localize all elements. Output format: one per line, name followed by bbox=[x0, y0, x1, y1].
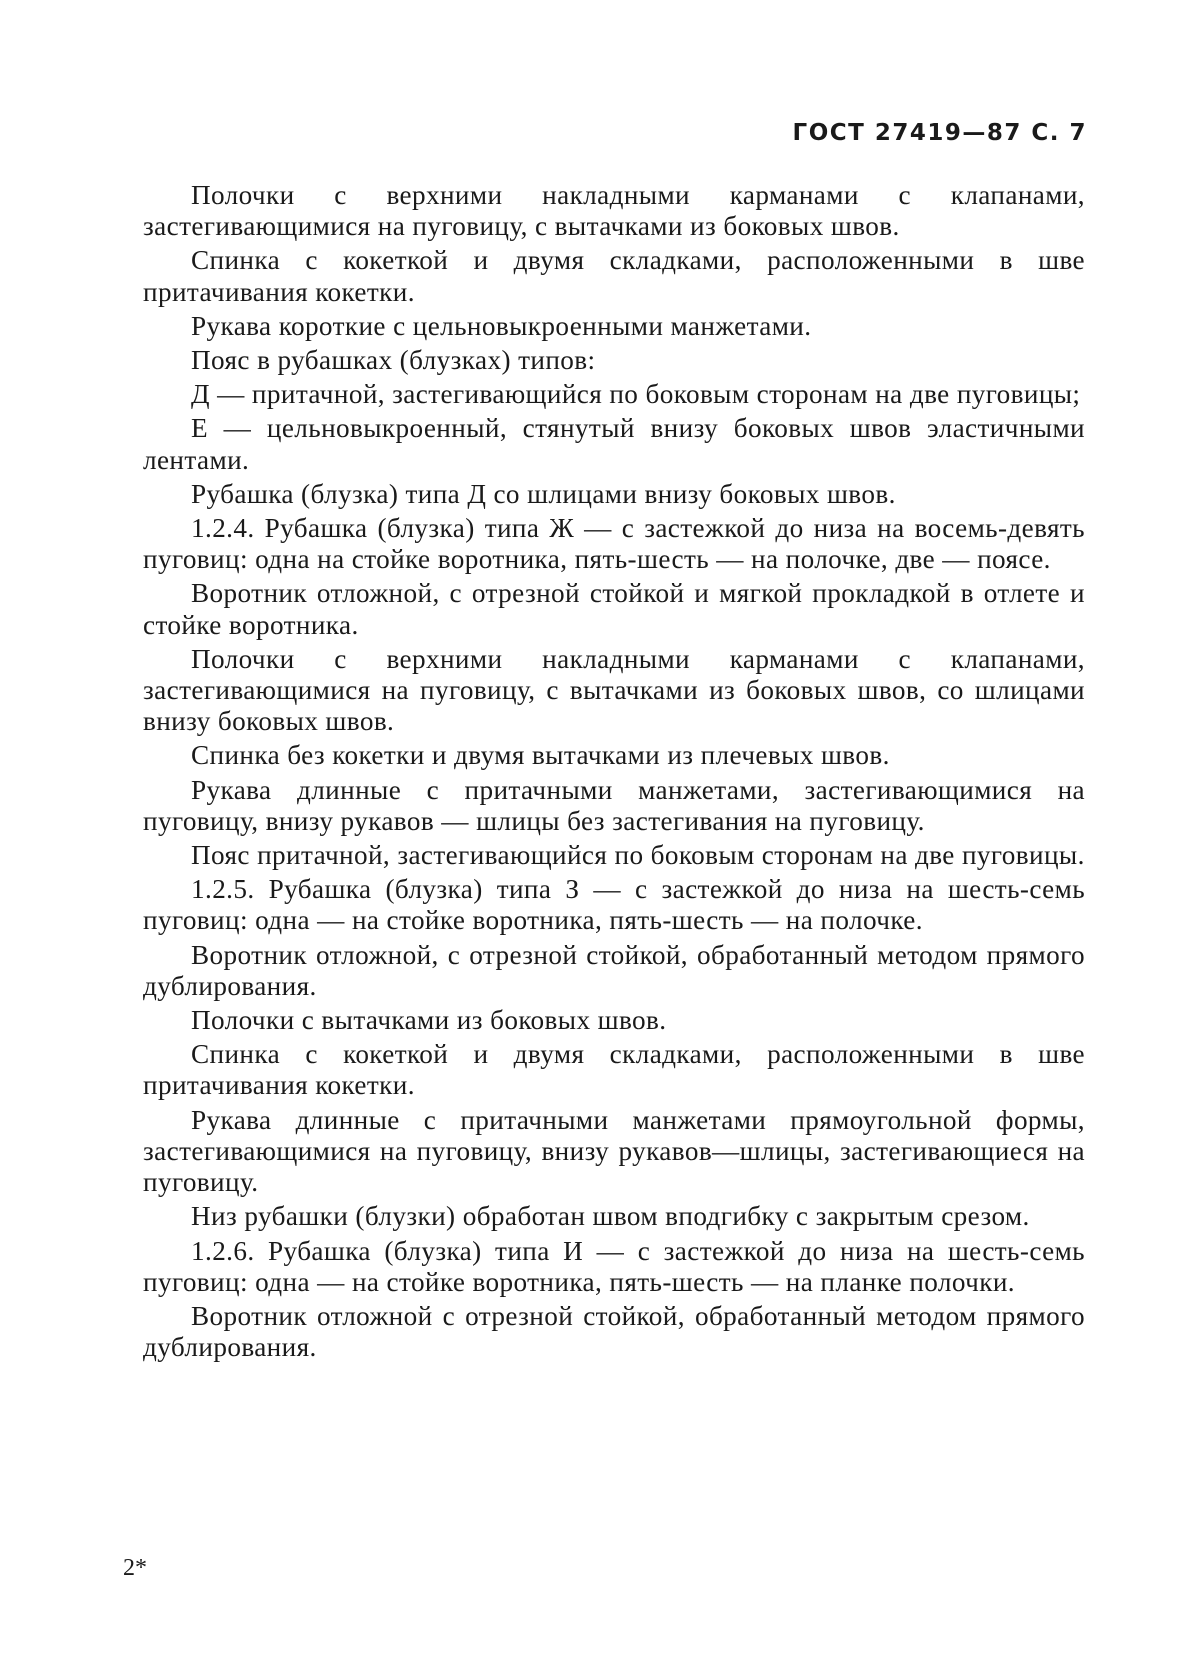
signature-mark: 2* bbox=[123, 1555, 147, 1581]
paragraph: Е — цельновыкроенный, стянутый внизу боковых швов эластичными лентами. bbox=[143, 413, 1085, 475]
paragraph: Низ рубашки (блузки) обработан швом вподгибку с закрытым срезом. bbox=[191, 1201, 1030, 1232]
paragraph: Рукава длинные с притачными манжетами прямоугольной формы, застегивающимися на пуговицу, внизу рукавов—шлицы, застегивающиеся на пуговицу. bbox=[143, 1104, 1085, 1198]
paragraph: Рукава длинные с притачными манжетами, застегивающимися на пуговицу, внизу рукавов — шлицы без застегивания на пуговицу. bbox=[143, 774, 1085, 836]
running-header: ГОСТ 27419—87 С. 7 bbox=[792, 120, 1087, 146]
paragraph: Рукава короткие с цельновыкроенными манжетами. bbox=[191, 310, 812, 341]
paragraph: 1.2.6. Рубашка (блузка) типа И — с застежкой до низа на шесть-семь пуговиц: одна — на стойке воротника, пять-шесть — на планке полочки. bbox=[143, 1235, 1085, 1297]
paragraph: Спинка без кокетки и двумя вытачками из плечевых швов. bbox=[191, 740, 890, 771]
paragraph: Рубашка (блузка) типа Д со шлицами внизу боковых швов. bbox=[191, 478, 896, 509]
paragraph: Пояс в рубашках (блузках) типов: bbox=[191, 345, 596, 376]
paragraph: Воротник отложной, с отрезной стойкой и мягкой прокладкой в отлете и стойке воротника. bbox=[143, 578, 1085, 640]
paragraph: Пояс притачной, застегивающийся по боковым сторонам на две пуговицы. bbox=[191, 840, 1085, 871]
paragraph: 1.2.4. Рубашка (блузка) типа Ж — с застежкой до низа на восемь-девять пуговиц: одна на стойке воротника, пять-шесть — на полочке, две — поясе. bbox=[143, 513, 1085, 575]
paragraph: Воротник отложной с отрезной стойкой, обработанный методом прямого дублирования. bbox=[143, 1300, 1085, 1363]
paragraph: Д — притачной, застегивающийся по боковым сторонам на две пуговицы; bbox=[191, 379, 1081, 410]
paragraph: Воротник отложной, с отрезной стойкой, обработанный методом прямого дублирования. bbox=[143, 939, 1085, 1001]
paragraph: Полочки с вытачками из боковых швов. bbox=[191, 1005, 667, 1036]
body-text bbox=[143, 180, 1085, 1366]
paragraph: 1.2.5. Рубашка (блузка) типа З — с застежкой до низа на шесть-семь пуговиц: одна — на стойке воротника, пять-шесть — на полочке. bbox=[143, 874, 1085, 936]
paragraph: Спинка с кокеткой и двумя складками, расположенными в шве притачивания кокетки. bbox=[143, 1039, 1085, 1101]
paragraph: Спинка с кокеткой и двумя складками, расположенными в шве притачивания кокетки. bbox=[143, 245, 1085, 307]
paragraph: Полочки с верхними накладными карманами с клапанами, застегивающимися на пуговицу, с вытачками из боковых швов, со шлицами внизу боковых швов. bbox=[143, 643, 1085, 737]
paragraph: Полочки с верхними накладными карманами с клапанами, застегивающимися на пуговицу, с вытачками из боковых швов. bbox=[143, 180, 1085, 242]
